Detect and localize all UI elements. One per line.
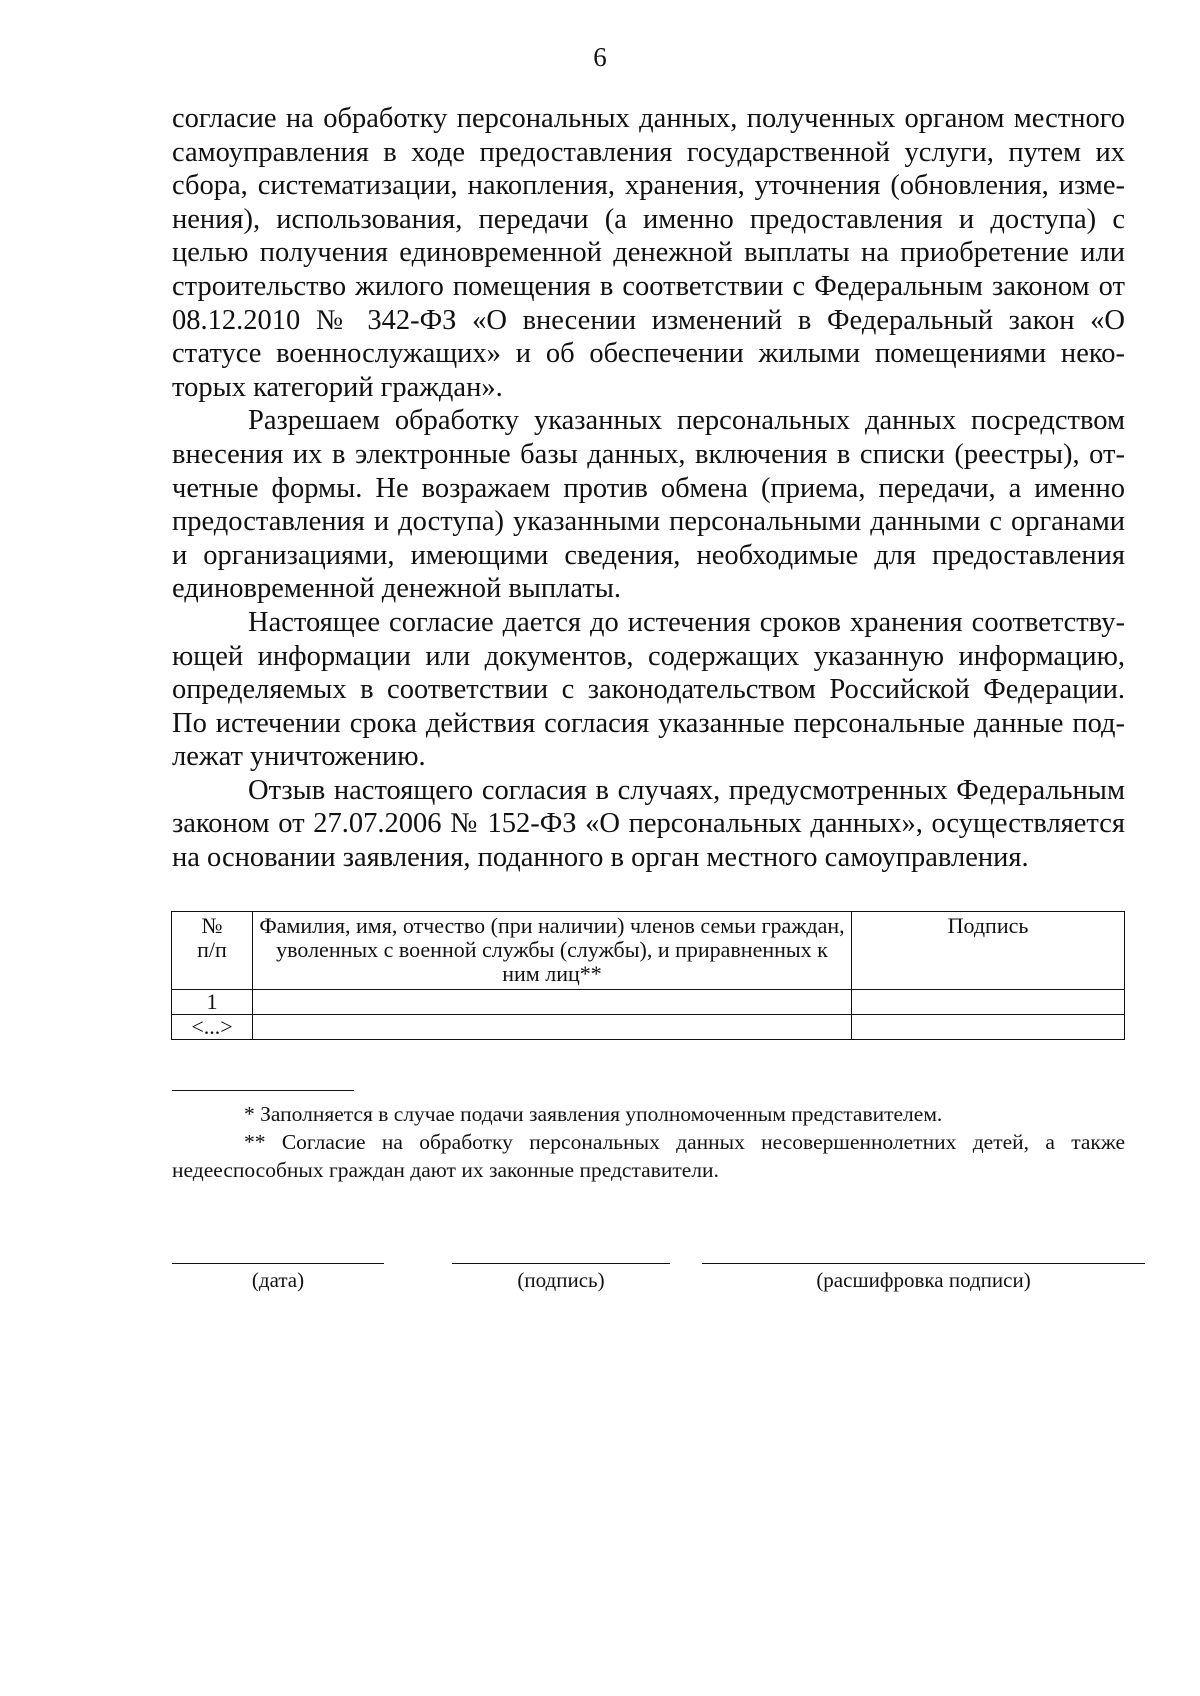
header-signature: Подпись: [852, 912, 1125, 990]
row-number: <...>: [172, 1015, 253, 1040]
signature-line[interactable]: [452, 1263, 670, 1264]
date-label: (дата): [251, 1268, 305, 1292]
consent-paragraph-2: Разрешаем обработку указанных персональных данных посредством внесения их в электронные базы данных, включения в списки (реестры), отчетные формы. Не возражаем против обмена (приема, передачи, а именно предоставления и доступа) указанными персональными данными с органами и организациями, имеющими сведения, необходимые для предоставления единовременной денежной выплаты.: [172, 405, 1125, 605]
row-number: 1: [172, 990, 253, 1015]
footnote-1: * Заполняется в случае подачи заявления уполномоченным представителем.: [244, 1102, 943, 1126]
table-row: [172, 1015, 1125, 1040]
header-number-sign: №: [201, 913, 223, 938]
header-number-pp: п/п: [197, 937, 227, 962]
row-signature[interactable]: [852, 1015, 1125, 1040]
date-line[interactable]: [172, 1263, 384, 1264]
header-number: [172, 912, 253, 990]
page-number: 6: [593, 42, 607, 72]
row-full-name[interactable]: [253, 990, 852, 1015]
table-header-row: [172, 912, 1125, 990]
signature-decoding-line[interactable]: [702, 1263, 1145, 1264]
consent-body-text: [172, 102, 1125, 875]
consent-paragraph-3: Настоящее согласие дается до истечения сроков хранения соответствующей информации или документов, содержащих указанную информацию, определяемых в соответствии с законодательством Российской Федерации. По истечении срока действия согласия указанные персональные данные подлежат уничтожению.: [172, 606, 1125, 773]
footnotes: [172, 1100, 1125, 1184]
family-members-table: [171, 911, 1125, 1040]
consent-paragraph-1: согласие на обработку персональных данных, полученных органом местного самоуправления в ходе предоставления государственной услуги, путем их сбора, систематизации, накопления, хранения, уточнения (обновления, изменения), использования, передачи (а именно предоставления и доступа) с целью получения единовременной денежной выплаты на приобретение или строительство жилого помещения в соответствии с Федеральным законом от 08.12.2010 № 342-ФЗ «О внесении изменений в Федеральный закон «О статусе военнослужащих» и об обеспечении жилыми помещениями некоторых категорий граждан».: [172, 103, 1125, 403]
header-full-name: Фамилия, имя, отчество (при наличии) членов семьи граждан, уволенных с военной службы (службы), и приравненных к ним лиц**: [253, 912, 852, 990]
consent-paragraph-4: Отзыв настоящего согласия в случаях, предусмотренных Федеральным законом от 27.07.2006 № 152-ФЗ «О персональных данных», осуществляется на основании заявления, поданного в орган местного самоуправления.: [172, 774, 1125, 874]
footnote-2: ** Согласие на обработку персональных данных несовершеннолетних детей, а также недееспособных граждан дают их законные представители.: [172, 1130, 1125, 1182]
signature-label: (подпись): [517, 1268, 605, 1292]
footnote-separator: [172, 1090, 354, 1091]
signature-decoding-label: (расшифровка подписи): [816, 1268, 1031, 1292]
row-signature[interactable]: [852, 990, 1125, 1015]
table-row: [172, 990, 1125, 1015]
row-full-name[interactable]: [253, 1015, 852, 1040]
